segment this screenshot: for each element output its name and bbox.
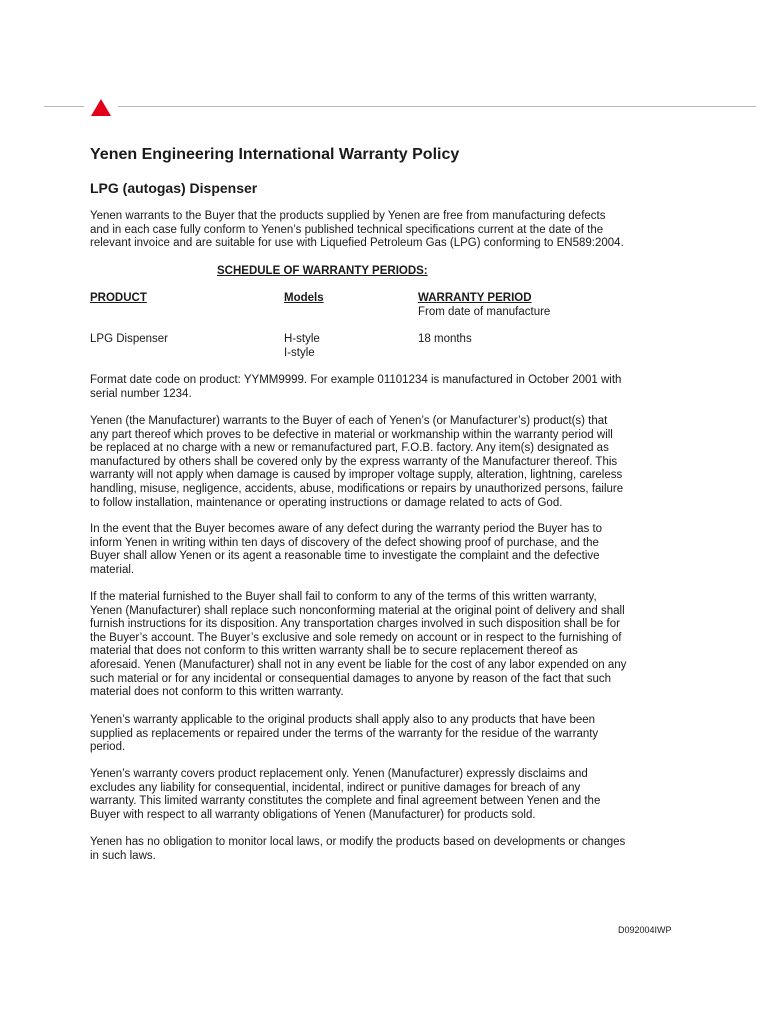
text-line: the Buyer’s account. The Buyer’s exclusive and sole remedy on account or in respect to the furnishing of bbox=[90, 631, 622, 644]
text-line: handling, misuse, negligence, accidents, abuse, modifications or repairs by unauthorized persons, failure bbox=[90, 482, 624, 495]
text-line: manufactured by others shall be covered only by the express warranty of the Manufacturer thereof. This bbox=[90, 455, 618, 468]
column-header-models: Models bbox=[284, 292, 324, 304]
manufacturer-warranty-paragraph bbox=[90, 415, 690, 510]
text-line: and in each case fully conform to Yenen’s published technical specifications current at the date of the bbox=[90, 223, 604, 236]
text-line: In the event that the Buyer becomes aware of any defect during the warranty period the Buyer has to bbox=[90, 523, 603, 535]
text-line: Buyer with respect to all warranty obligations of Yenen (Manufacturer) for products sold. bbox=[90, 808, 536, 821]
row-model: I-style bbox=[284, 347, 315, 359]
date-code-paragraph bbox=[90, 374, 690, 401]
text-line: aforesaid. Yenen (Manufacturer) shall not in any event be liable for the cost of any labor expended on any bbox=[90, 658, 627, 671]
text-line: Yenen (the Manufacturer) warrants to the Buyer of each of Yenen’s (or Manufacturer’s) product(s) that bbox=[90, 415, 608, 427]
row-period: 18 months bbox=[418, 333, 472, 345]
document-title: Yenen Engineering International Warranty Policy bbox=[90, 146, 460, 163]
text-line: Yenen warrants to the Buyer that the products supplied by Yenen are free from manufacturing defects bbox=[90, 210, 606, 222]
text-line: Yenen’s warranty applicable to the original products shall apply also to any products that have been bbox=[90, 714, 596, 726]
column-header-product: PRODUCT bbox=[90, 292, 147, 304]
text-line: warranty will not apply when damage is caused by improper voltage supply, alteration, lightning, careless bbox=[90, 469, 623, 482]
coverage-paragraph bbox=[90, 768, 690, 822]
header-rule-right bbox=[118, 106, 756, 107]
text-line: excludes any liability for consequential, incidental, indirect or punitive damages for breach of any bbox=[90, 781, 581, 794]
text-line: any part thereof which proves to be defective in material or workmanship within the warranty period will bbox=[90, 428, 613, 441]
text-line: Format date code on product: YYMM9999. For example 01101234 is manufactured in October 2001 with bbox=[90, 374, 622, 386]
text-line: material does not conform to this written warranty. bbox=[90, 686, 344, 699]
document-code: D092004IWP bbox=[618, 925, 672, 935]
text-line: serial number 1234. bbox=[90, 387, 192, 400]
text-line: furnish instructions for its disposition. Any transportation charges involved in such disposition shall be for bbox=[90, 618, 620, 631]
text-line: period. bbox=[90, 741, 126, 754]
intro-paragraph bbox=[90, 210, 690, 251]
text-line: inform Yenen in writing within ten days of discovery of the defect showing proof of purchase, and the bbox=[90, 536, 599, 549]
text-line: material. bbox=[90, 563, 135, 576]
text-line: be replaced at no charge with a new or remanufactured part, F.O.B. factory. Any item(s) designated as bbox=[90, 442, 609, 455]
text-line: Yenen’s warranty covers product replacement only. Yenen (Manufacturer) expressly disclaims and bbox=[90, 768, 588, 780]
text-line: in such laws. bbox=[90, 849, 156, 862]
text-line: Yenen has no obligation to monitor local laws, or modify the products based on developments or changes bbox=[90, 836, 626, 848]
replacement-paragraph bbox=[90, 714, 690, 755]
header-rule-left bbox=[44, 106, 84, 107]
document-subtitle: LPG (autogas) Dispenser bbox=[90, 180, 258, 196]
text-line: material that does not conform to this written warranty shall be to secure replacement thereof as bbox=[90, 645, 578, 658]
text-line: relevant invoice and are suitable for use with Liquefied Petroleum Gas (LPG) conforming to EN589:2004. bbox=[90, 237, 624, 250]
triangle-logo-icon bbox=[91, 99, 111, 116]
column-header-warranty-period: WARRANTY PERIOD bbox=[418, 292, 532, 304]
text-line: to follow installation, maintenance or operating instructions or damage related to acts of God. bbox=[90, 496, 563, 509]
text-line: warranty. This limited warranty constitutes the complete and final agreement between Yenen and the bbox=[90, 795, 601, 808]
text-line: Yenen (Manufacturer) shall replace such nonconforming material at the original point of delivery and shall bbox=[90, 604, 625, 617]
text-line: If the material furnished to the Buyer shall fail to conform to any of the terms of this written warranty, bbox=[90, 591, 597, 603]
row-product: LPG Dispenser bbox=[90, 333, 168, 345]
row-model: H-style bbox=[284, 333, 320, 345]
schedule-heading: SCHEDULE OF WARRANTY PERIODS: bbox=[217, 265, 428, 277]
defect-notice-paragraph bbox=[90, 523, 690, 577]
warranty-period-note: From date of manufacture bbox=[418, 306, 551, 318]
text-line: supplied as replacements or repaired under the terms of the warranty for the residue of the warranty bbox=[90, 727, 599, 740]
text-line: such material or for any incidental or consequential damages to anyone by reason of the fact that such bbox=[90, 672, 612, 685]
text-line: Buyer shall allow Yenen or its agent a reasonable time to investigate the complaint and the defective bbox=[90, 550, 600, 563]
nonconforming-material-paragraph bbox=[90, 591, 690, 700]
obligation-paragraph bbox=[90, 836, 690, 863]
